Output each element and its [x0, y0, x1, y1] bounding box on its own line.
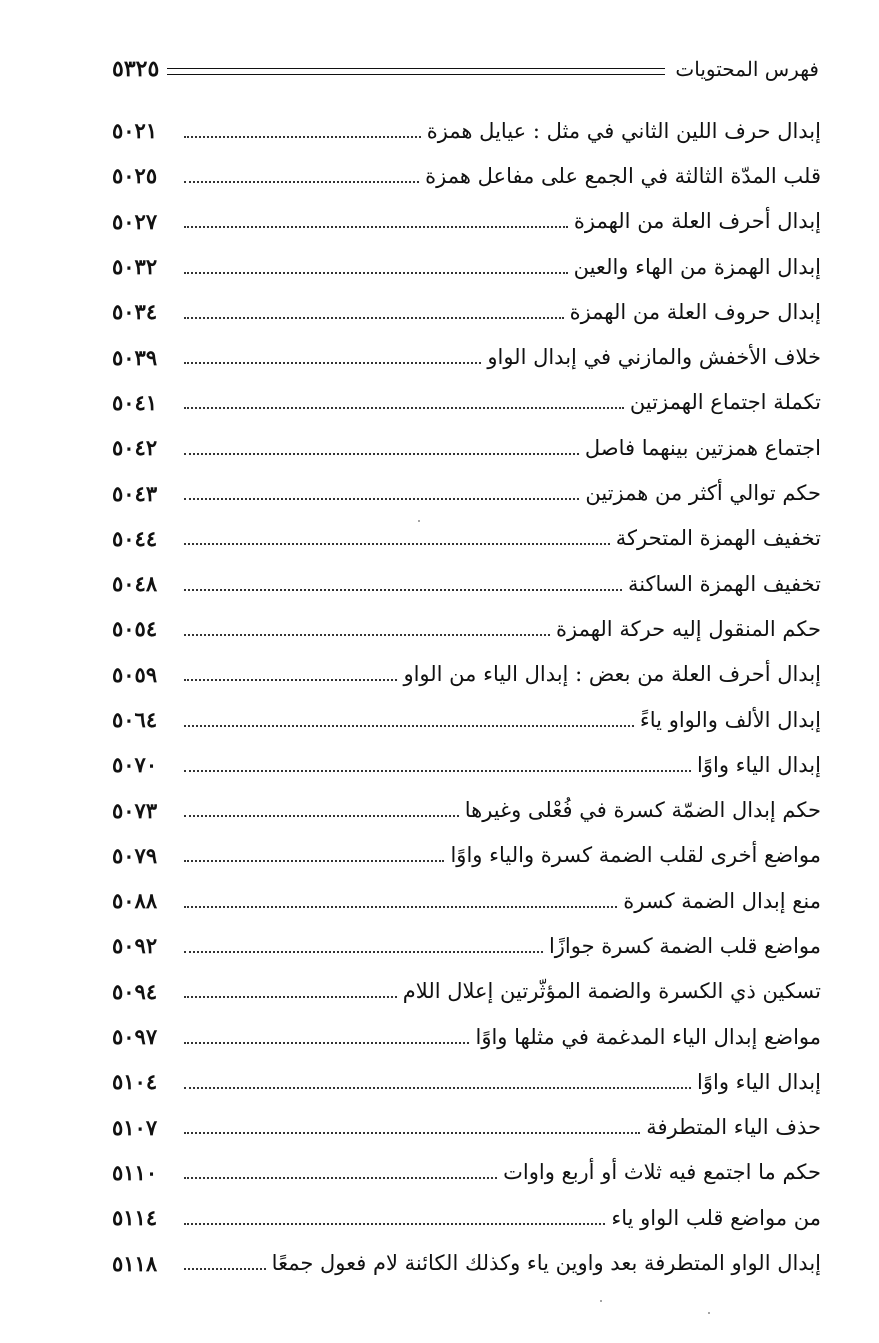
toc-entry-page: ٥٠٤١ — [112, 389, 158, 415]
toc-entry — [112, 1150, 821, 1195]
dot-leader — [184, 1042, 469, 1044]
toc-entry-title: إبدال الهمزة من الهاء والعين — [573, 254, 821, 279]
toc-entry — [112, 697, 821, 742]
toc-entry — [112, 108, 821, 153]
toc-entry — [112, 199, 821, 244]
toc-entry-page: ٥١١٨ — [112, 1250, 158, 1276]
dot-leader — [184, 679, 397, 681]
toc-entry-page: ٥١٠٤ — [112, 1069, 158, 1095]
toc-entry-title: منع إبدال الضمة كسرة — [623, 888, 821, 913]
dot-leader — [184, 362, 481, 364]
toc-entry — [112, 561, 821, 606]
dot-leader — [184, 1268, 266, 1270]
toc-entry-title: حكم إبدال الضمّة كسرة في فُعْلى وغيرها — [464, 798, 821, 823]
dot-leader — [184, 272, 568, 274]
toc-entry — [112, 289, 821, 334]
toc-entry-page: ٥١١٤ — [112, 1205, 158, 1231]
toc-entry-page: ٥٠٢٥ — [112, 163, 158, 189]
toc-entry — [112, 1014, 821, 1059]
dot-leader — [184, 136, 421, 138]
toc-entry — [112, 380, 821, 425]
toc-entry-page: ٥٠٣٤ — [112, 299, 158, 325]
header-rule — [167, 68, 665, 75]
toc-entry-title: إبدال حرف اللين الثاني في مثل : عيايل همزة — [426, 118, 821, 143]
dot-leader — [184, 181, 419, 183]
toc-entry-title: إبدال أحرف العلة من بعض : إبدال الياء من الواو — [403, 662, 821, 687]
toc-entry — [112, 833, 821, 878]
toc-entry-page: ٥٠٤٨ — [112, 571, 158, 597]
toc-entry — [112, 652, 821, 697]
scan-speck — [708, 1312, 710, 1314]
toc-entry-page: ٥٠٧٣ — [112, 797, 158, 823]
header-page-number: ٥٣٢٥ — [112, 56, 160, 82]
toc-entry-title: إبدال الياء واوًا — [697, 752, 821, 777]
toc-entry-page: ٥٠٢١ — [112, 118, 158, 144]
table-of-contents — [112, 108, 821, 1286]
toc-entry-title: إبدال الواو المتطرفة بعد واوين ياء وكذلك الكائنة لام فعول جمعًا — [271, 1251, 821, 1276]
dot-leader — [184, 860, 444, 862]
toc-entry-page: ٥٠٧٩ — [112, 842, 158, 868]
toc-entry-page: ٥٠٣٩ — [112, 344, 158, 370]
toc-entry-title: إبدال حروف العلة من الهمزة — [569, 299, 821, 324]
dot-leader — [184, 1223, 605, 1225]
toc-entry-title: إبدال أحرف العلة من الهمزة — [573, 209, 821, 234]
toc-entry-title: مواضع قلب الضمة كسرة جوازًا — [548, 933, 821, 958]
dot-leader — [184, 1132, 640, 1134]
toc-entry-page: ٥٠٥٤ — [112, 616, 158, 642]
toc-entry-title: مواضع إبدال الياء المدغمة في مثلها واوًا — [475, 1024, 821, 1049]
toc-entry-page: ٥٠٧٠ — [112, 752, 158, 778]
toc-entry-page: ٥٠٩٧ — [112, 1024, 158, 1050]
scan-speck — [418, 520, 420, 522]
toc-entry-title: حكم ما اجتمع فيه ثلاث أو أربع واوات — [503, 1160, 821, 1185]
toc-entry-title: مواضع أخرى لقلب الضمة كسرة والياء واوًا — [450, 843, 821, 868]
toc-entry — [112, 516, 821, 561]
dot-leader — [184, 407, 624, 409]
toc-entry-title: تكملة اجتماع الهمزتين — [629, 390, 821, 415]
toc-entry-title: خلاف الأخفش والمازني في إبدال الواو — [487, 345, 821, 370]
toc-entry — [112, 334, 821, 379]
toc-entry-title: حكم المنقول إليه حركة الهمزة — [556, 616, 821, 641]
toc-entry — [112, 244, 821, 289]
dot-leader — [184, 453, 579, 455]
toc-entry — [112, 923, 821, 968]
dot-leader — [184, 951, 543, 953]
toc-entry — [112, 969, 821, 1014]
toc-entry — [112, 1105, 821, 1150]
running-header — [112, 52, 819, 86]
dot-leader — [184, 996, 397, 998]
toc-entry-page: ٥١١٠ — [112, 1159, 158, 1185]
toc-entry — [112, 1240, 821, 1285]
toc-entry-title: قلب المدّة الثالثة في الجمع على مفاعل همزة — [425, 163, 821, 188]
toc-entry — [112, 742, 821, 787]
toc-entry-title: إبدال الياء واوًا — [697, 1069, 821, 1094]
toc-entry-title: تخفيف الهمزة المتحركة — [615, 526, 821, 551]
dot-leader — [184, 725, 634, 727]
toc-entry-page: ٥٠٤٣ — [112, 480, 158, 506]
dot-leader — [184, 906, 617, 908]
toc-entry — [112, 425, 821, 470]
header-title: فهرس المحتويات — [675, 57, 819, 81]
toc-entry-page: ٥٠٩٤ — [112, 978, 158, 1004]
toc-entry — [112, 787, 821, 832]
dot-leader — [184, 317, 564, 319]
dot-leader — [184, 226, 568, 228]
dot-leader — [184, 815, 459, 817]
toc-entry-page: ٥٠٤٢ — [112, 435, 158, 461]
dot-leader — [184, 589, 622, 591]
toc-entry-page: ٥٠٤٤ — [112, 525, 158, 551]
toc-entry — [112, 606, 821, 651]
toc-entry — [112, 878, 821, 923]
toc-entry-page: ٥٠٩٢ — [112, 933, 158, 959]
scan-speck — [600, 1300, 602, 1302]
toc-entry-page: ٥١٠٧ — [112, 1114, 158, 1140]
toc-entry-page: ٥٠٨٨ — [112, 888, 158, 914]
toc-entry — [112, 1059, 821, 1104]
toc-entry-page: ٥٠٢٧ — [112, 208, 158, 234]
toc-entry-title: اجتماع همزتين بينهما فاصل — [584, 435, 821, 460]
toc-entry — [112, 153, 821, 198]
dot-leader — [184, 770, 691, 772]
toc-entry-title: حذف الياء المتطرفة — [646, 1115, 821, 1140]
dot-leader — [184, 1177, 497, 1179]
toc-entry-page: ٥٠٣٢ — [112, 254, 158, 280]
toc-entry-page: ٥٠٦٤ — [112, 707, 158, 732]
toc-entry-title: تخفيف الهمزة الساكنة — [627, 571, 821, 596]
toc-entry-title: حكم توالي أكثر من همزتين — [585, 481, 821, 506]
toc-entry-title: تسكين ذي الكسرة والضمة المؤثّرتين إعلال اللام — [402, 979, 821, 1004]
toc-entry-title: من مواضع قلب الواو ياء — [611, 1205, 821, 1230]
toc-entry — [112, 470, 821, 515]
dot-leader — [184, 634, 550, 636]
dot-leader — [184, 498, 579, 500]
dot-leader — [184, 543, 610, 545]
dot-leader — [184, 1087, 691, 1089]
toc-entry — [112, 1195, 821, 1240]
toc-entry-title: إبدال الألف والواو ياءً — [639, 707, 821, 732]
toc-entry-page: ٥٠٥٩ — [112, 661, 158, 687]
